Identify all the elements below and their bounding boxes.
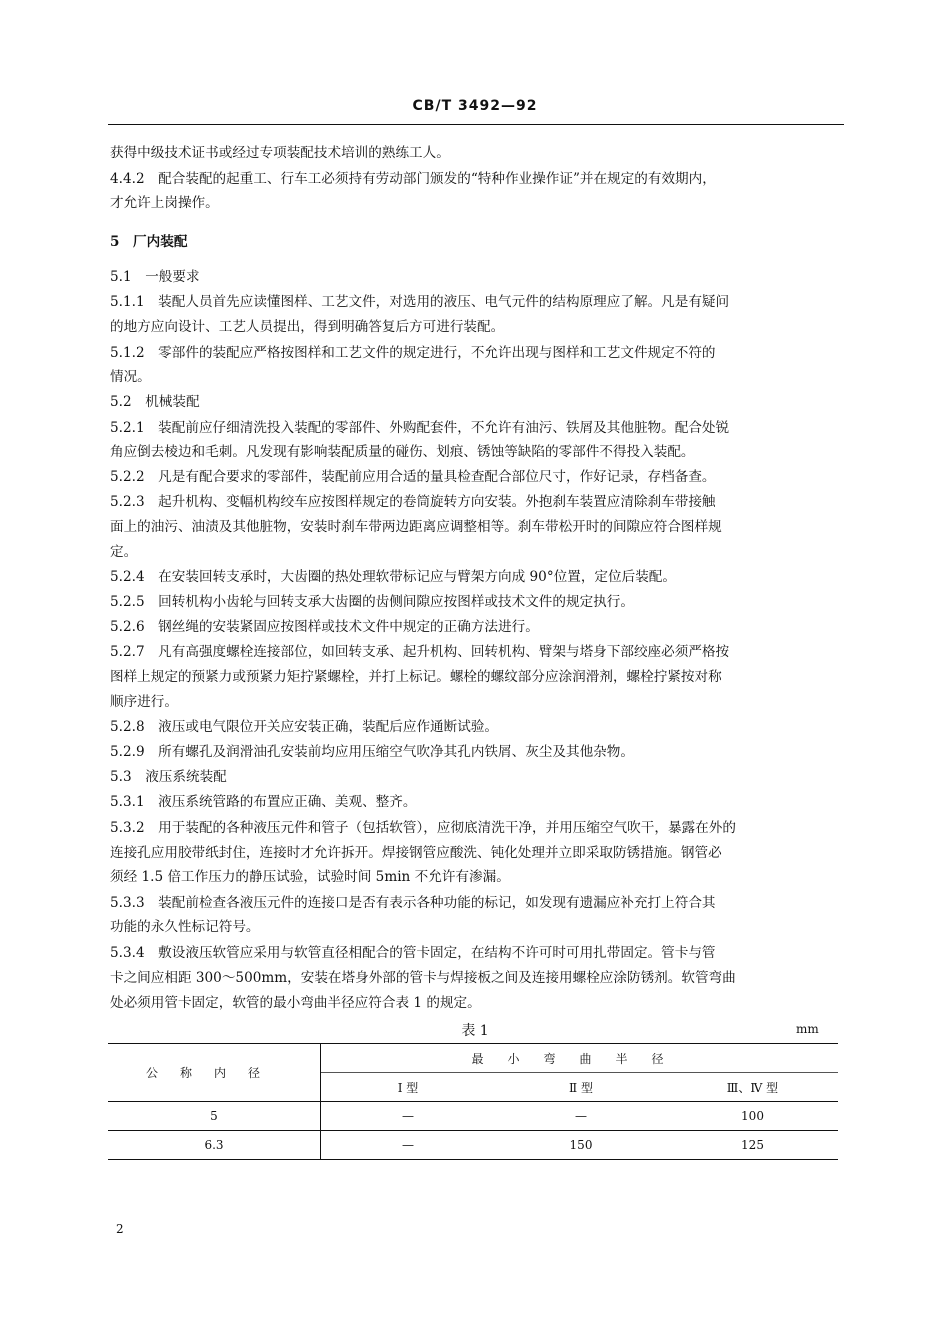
- text-line: 5.2.7 凡有高强度螺栓连接部位，如回转支承、起升机构、回转机构、臂架与塔身下部绞座必须严格按: [110, 644, 730, 660]
- table-cell: 125: [667, 1131, 838, 1160]
- text-line: 的地方应向设计、工艺人员提出，得到明确答复后方可进行装配。: [110, 319, 505, 335]
- text-line: 5.2.9 所有螺孔及润滑油孔安装前均应用压缩空气吹净其孔内铁屑、灰尘及其他杂物。: [110, 744, 634, 760]
- text-line: 面上的油污、油渍及其他脏物，安装时刹车带两边距离应调整相等。刹车带松开时的间隙应符合图样规: [110, 519, 722, 535]
- table-cell: 5: [108, 1102, 321, 1131]
- text-line: 5.2.4 在安装回转支承时，大齿圈的热处理软带标记应与臂架方向成 90°位置，定位后装配。: [110, 569, 676, 585]
- text-line: 须经 1.5 倍工作压力的静压试验，试验时间 5min 不允许有渗漏。: [110, 869, 510, 885]
- subsection-heading: 5.2 机械装配: [110, 394, 200, 410]
- text-line: 5.2.6 钢丝绳的安装紧固应按图样或技术文件中规定的正确方法进行。: [110, 619, 539, 635]
- table-unit: mm: [796, 1022, 819, 1036]
- text-line: 5.2.3 起升机构、变幅机构绞车应按图样规定的卷筒旋转方向安装。外抱刹车装置应清除刹车带接触: [110, 494, 716, 510]
- table-cell: —: [321, 1131, 496, 1160]
- text-line: 5.2.2 凡是有配合要求的零部件，装配前应用合适的量具检查配合部位尺寸，作好记录，存档备查。: [110, 469, 716, 485]
- text-line: 功能的永久性标记符号。: [110, 919, 260, 935]
- text-line: 5.3.4 敷设液压软管应采用与软管直径相配合的管卡固定，在结构不许可时可用扎带固定。管卡与管: [110, 945, 716, 961]
- subheader-type-1: Ⅰ 型: [321, 1073, 496, 1102]
- table-cell: —: [495, 1102, 667, 1131]
- header-rule: [108, 124, 844, 125]
- text-line: 角应倒去棱边和毛刺。凡发现有影响装配质量的碰伤、划痕、锈蚀等缺陷的零部件不得投入装配。: [110, 444, 695, 460]
- table-header-row: [108, 1044, 838, 1073]
- text-line: 卡之间应相距 300～500mm，安装在塔身外部的管卡与焊接板之间及连接用螺栓应涂防锈剂。软管弯曲: [110, 970, 736, 986]
- table-cell: 100: [667, 1102, 838, 1131]
- table-row: [108, 1102, 838, 1131]
- bend-radius-table: [108, 1043, 838, 1160]
- header-min-bend-radius: 最小弯曲半径: [321, 1044, 839, 1073]
- text-line: 情况。: [110, 369, 151, 385]
- table-cell: 6.3: [108, 1131, 321, 1160]
- header-nominal-diameter: 公称内径: [108, 1044, 321, 1102]
- subsection-heading: 5.1 一般要求: [110, 269, 200, 285]
- standard-code-header: CB/T 3492—92: [412, 98, 538, 114]
- text-line: 定。: [110, 544, 138, 560]
- text-line: 4.4.2 配合装配的起重工、行车工必须持有劳动部门颁发的“特种作业操作证”并在规定的有效期内，: [110, 171, 716, 187]
- text-line: 5.1.1 装配人员首先应读懂图样、工艺文件，对选用的液压、电气元件的结构原理应了解。凡是有疑问: [110, 294, 730, 310]
- table-row: [108, 1131, 838, 1160]
- text-line: 连接孔应用胶带纸封住，连接时才允许拆开。焊接钢管应酸洗、钝化处理并立即采取防锈措施。钢管必: [110, 845, 722, 861]
- section-heading: 5 厂内装配: [110, 234, 188, 250]
- text-line: 5.2.1 装配前应仔细清洗投入装配的零部件、外购配套件，不允许有油污、铁屑及其他脏物。配合处锐: [110, 420, 730, 436]
- text-line: 5.2.5 回转机构小齿轮与回转支承大齿圈的齿侧间隙应按图样或技术文件的规定执行。: [110, 594, 634, 610]
- text-line: 处必须用管卡固定，软管的最小弯曲半径应符合表 1 的规定。: [110, 995, 481, 1011]
- text-line: 5.1.2 零部件的装配应严格按图样和工艺文件的规定进行，不允许出现与图样和工艺文件规定不符的: [110, 345, 716, 361]
- text-line: 5.3.1 液压系统管路的布置应正确、美观、整齐。: [110, 794, 417, 810]
- text-line: 顺序进行。: [110, 694, 178, 710]
- subsection-heading: 5.3 液压系统装配: [110, 769, 227, 785]
- text-line: 5.2.8 液压或电气限位开关应安装正确，装配后应作通断试验。: [110, 719, 499, 735]
- table-cell: 150: [495, 1131, 667, 1160]
- table-title: 表 1: [461, 1023, 489, 1039]
- subheader-type-3-4: Ⅲ、Ⅳ 型: [667, 1073, 838, 1102]
- table-cell: —: [321, 1102, 496, 1131]
- page-number: 2: [116, 1222, 124, 1236]
- text-line: 获得中级技术证书或经过专项装配技术培训的熟练工人。: [110, 145, 450, 161]
- text-line: 5.3.3 装配前检查各液压元件的连接口是否有表示各种功能的标记，如发现有遗漏应补充打上符合其: [110, 895, 716, 911]
- text-line: 图样上规定的预紧力或预紧力矩拧紧螺栓，并打上标记。螺栓的螺纹部分应涂润滑剂，螺栓拧紧按对称: [110, 669, 722, 685]
- subheader-type-2: Ⅱ 型: [495, 1073, 667, 1102]
- text-line: 才允许上岗操作。: [110, 195, 219, 211]
- text-line: 5.3.2 用于装配的各种液压元件和管子（包括软管），应彻底清洗干净，并用压缩空气吹干，暴露在外的: [110, 820, 736, 836]
